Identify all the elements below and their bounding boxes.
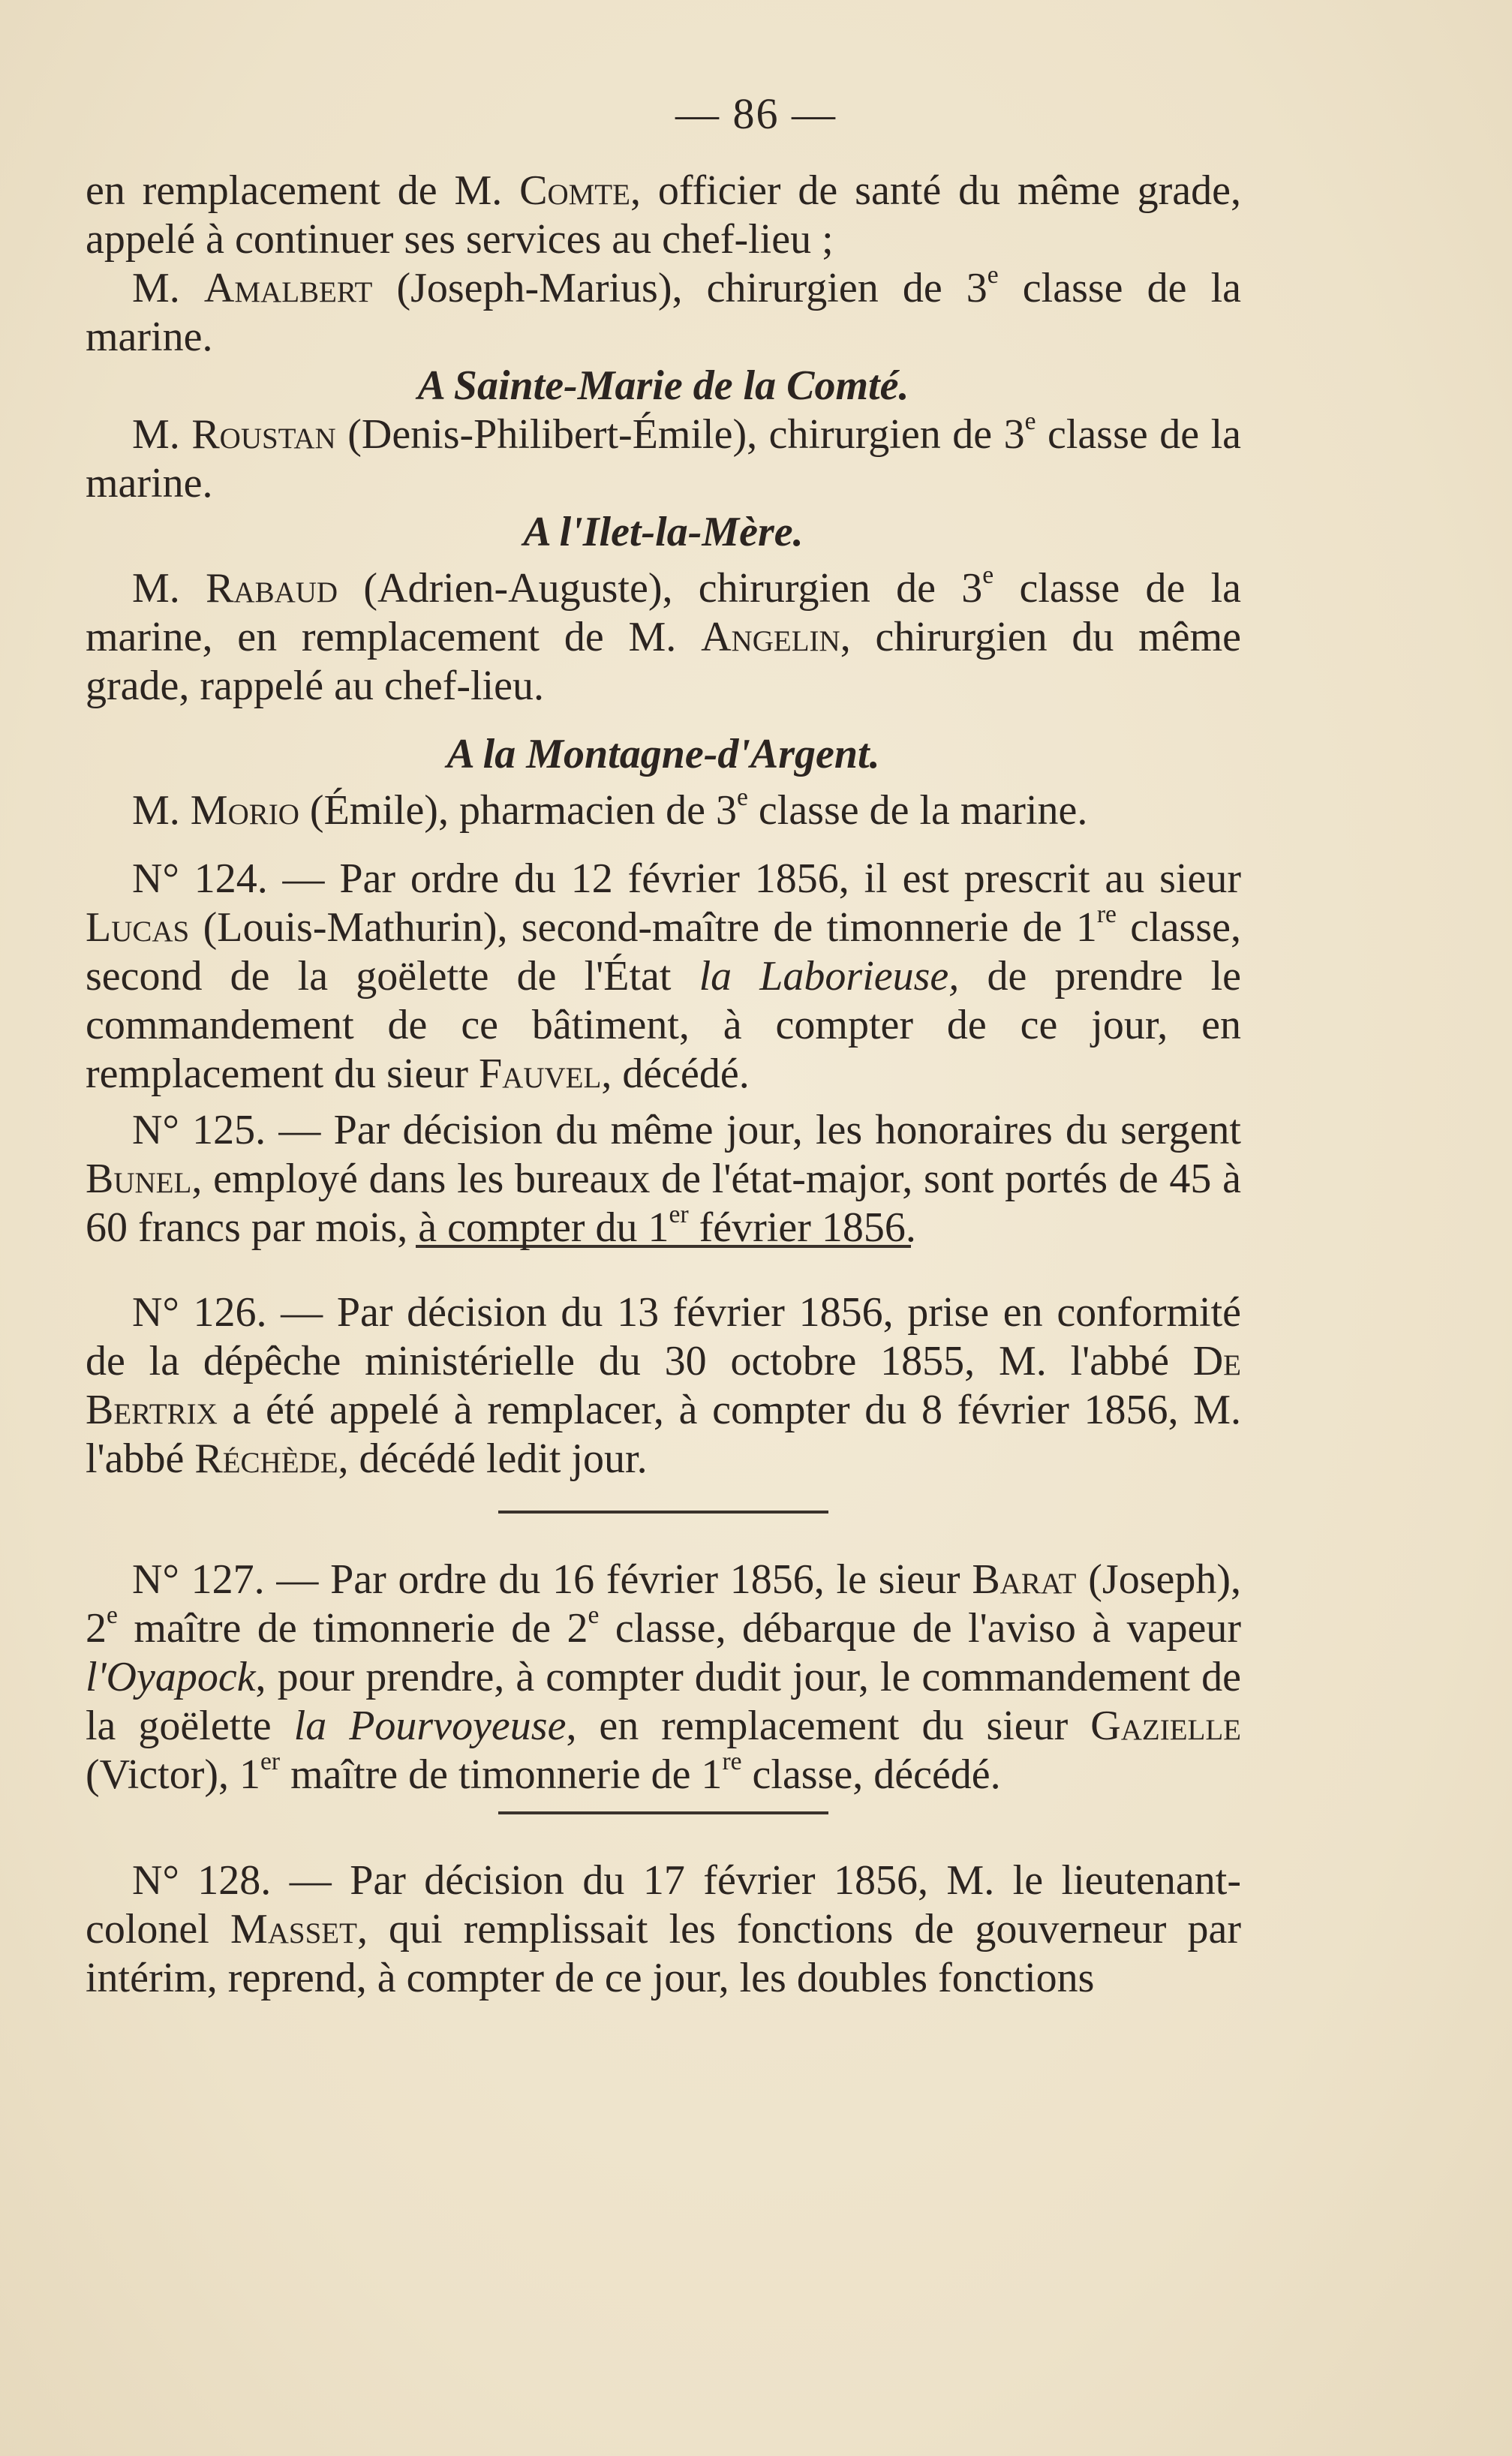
body-text	[86, 167, 1241, 2003]
entry-124: N° 124. — Par ordre du 12 février 1856, il est prescrit au sieur Lucas (Louis-Mathurin), second-maître de timonnerie de 1re classe, second de la goëlette de l'État la Laborieuse, de prendre le commandement de ce bâtiment, à compter de ce jour, en remplacement du sieur Fauvel, décédé.	[86, 855, 1242, 1097]
entry-127: N° 127. — Par ordre du 16 février 1856, le sieur Barat (Joseph), 2e maître de timonnerie de 2e classe, débarque de l'aviso à vapeur l'Oyapock, pour prendre, à compter dudit jour, le commandement de la goëlette la Pourvoyeuse, en remplacement du sieur Gazielle (Victor), 1er maître de timonnerie de 1re classe, décédé.	[86, 1556, 1242, 1798]
place-heading: A l'Ilet-la-Mère.	[523, 509, 804, 555]
paragraph-rabaud: M. Rabaud (Adrien-Auguste), chirurgien de 3e classe de la marine, en remplacement de M. Angelin, chirurgien du même grade, rappelé au chef-lieu.	[86, 561, 1242, 709]
page-number: — 86 —	[675, 89, 837, 138]
paragraph-continuation: en remplacement de M. Comte, officier de santé du même grade, appelé à continuer ses services au chef-lieu ;	[86, 167, 1241, 263]
place-heading: A la Montagne-d'Argent.	[446, 731, 880, 777]
entry-125: N° 125. — Par décision du même jour, les honoraires du sergent Bunel, employé dans les bureaux de l'état-major, sont portés de 45 à 60 francs par mois, à compter du 1er février 1856.	[86, 1107, 1241, 1251]
paragraph-morio: M. Morio (Émile), pharmacien de 3e classe de la marine.	[132, 783, 1088, 834]
paragraph-roustan: M. Roustan (Denis-Philibert-Émile), chirurgien de 3e classe de la marine.	[86, 407, 1242, 507]
entry-128: N° 128. — Par décision du 17 février 1856, M. le lieutenant-colonel Masset, qui remplissait les fonctions de gouverneur par intérim, reprend, à compter de ce jour, les doubles fonctions	[86, 1857, 1242, 2001]
paragraph-amalbert: M. Amalbert (Joseph-Marius), chirurgien de 3e classe de la marine.	[86, 260, 1241, 360]
place-heading: A Sainte-Marie de la Comté.	[417, 362, 909, 409]
entry-126: N° 126. — Par décision du 13 février 1856, prise en conformité de la dépêche ministérielle du 30 octobre 1855, M. l'abbé De Bertrix a été appelé à remplacer, à compter du 8 février 1856, M. l'abbé Réchède, décédé ledit jour.	[86, 1289, 1241, 1482]
separator-rule	[498, 1511, 828, 1514]
separator-rule	[498, 1811, 828, 1814]
